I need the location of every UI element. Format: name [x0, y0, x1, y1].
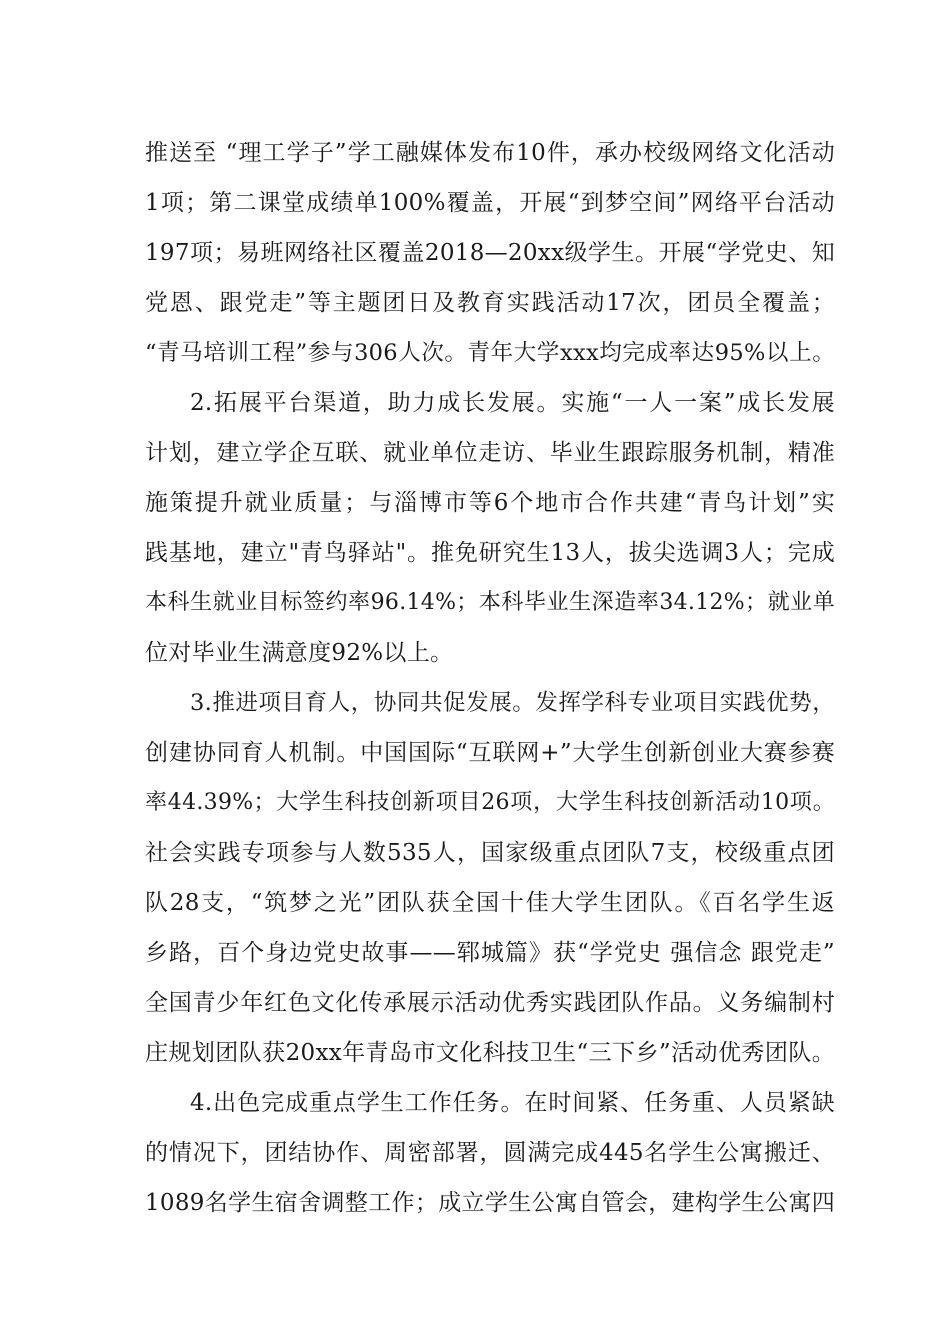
paragraph-first-line: 2.拓展平台渠道，助力成长发展。实施“一人一案”成长发展 — [190, 390, 835, 416]
text-line: 践基地，建立"青鸟驿站"。推免研究生13人，拔尖选调3人；完成 — [145, 540, 835, 566]
text-line: 本科生就业目标签约率96.14%；本科毕业生深造率34.12%；就业单 — [145, 590, 835, 615]
text-line: 计划，建立学企互联、就业单位走访、毕业生跟踪服务机制，精准 — [145, 440, 835, 466]
text-line: 乡路，百个身边党史故事——郓城篇》获“学党史 强信念 跟党走” — [145, 940, 835, 966]
paragraph-first-line: 4.出色完成重点学生工作任务。在时间紧、任务重、人员紧缺 — [190, 1090, 835, 1116]
text-line: 位对毕业生满意度92%以上。 — [145, 640, 454, 666]
text-line: 推送至 “理工学子”学工融媒体发布10件，承办校级网络文化活动 — [145, 140, 835, 166]
paragraph-first-line: 3.推进项目育人，协同共促发展。发挥学科专业项目实践优势， — [190, 690, 835, 716]
text-line: 社会实践专项参与人数535人，国家级重点团队7支，校级重点团 — [145, 840, 835, 866]
text-line: 率44.39%；大学生科技创新项目26项，大学生科技创新活动10项。 — [145, 790, 835, 815]
text-line: 创建协同育人机制。中国国际“互联网+”大学生创新创业大赛参赛 — [145, 740, 835, 766]
text-line: 的情况下，团结协作、周密部署，圆满完成445名学生公寓搬迁、 — [145, 1140, 835, 1166]
text-line: 施策提升就业质量；与淄博市等6个地市合作共建“青鸟计划”实 — [145, 490, 835, 516]
text-line: 全国青少年红色文化传承展示活动优秀实践团队作品。义务编制村 — [145, 990, 835, 1016]
text-line: 1项；第二课堂成绩单100%覆盖，开展“到梦空间”网络平台活动 — [145, 190, 835, 216]
text-line: “青马培训工程”参与306人次。青年大学xxx均完成率达95%以上。 — [145, 340, 835, 366]
text-line: 队28支，“筑梦之光”团队获全国十佳大学生团队。《百名学生返 — [145, 890, 835, 916]
text-line: 197项；易班网络社区覆盖2018—20xx级学生。开展“学党史、知 — [145, 240, 835, 266]
text-line: 党恩、跟党走”等主题团日及教育实践活动17次，团员全覆盖； — [145, 290, 835, 316]
text-line: 庄规划团队获20xx年青岛市文化科技卫生“三下乡”活动优秀团队。 — [145, 1040, 835, 1066]
text-line: 1089名学生宿舍调整工作；成立学生公寓自管会，建构学生公寓四 — [145, 1190, 835, 1216]
